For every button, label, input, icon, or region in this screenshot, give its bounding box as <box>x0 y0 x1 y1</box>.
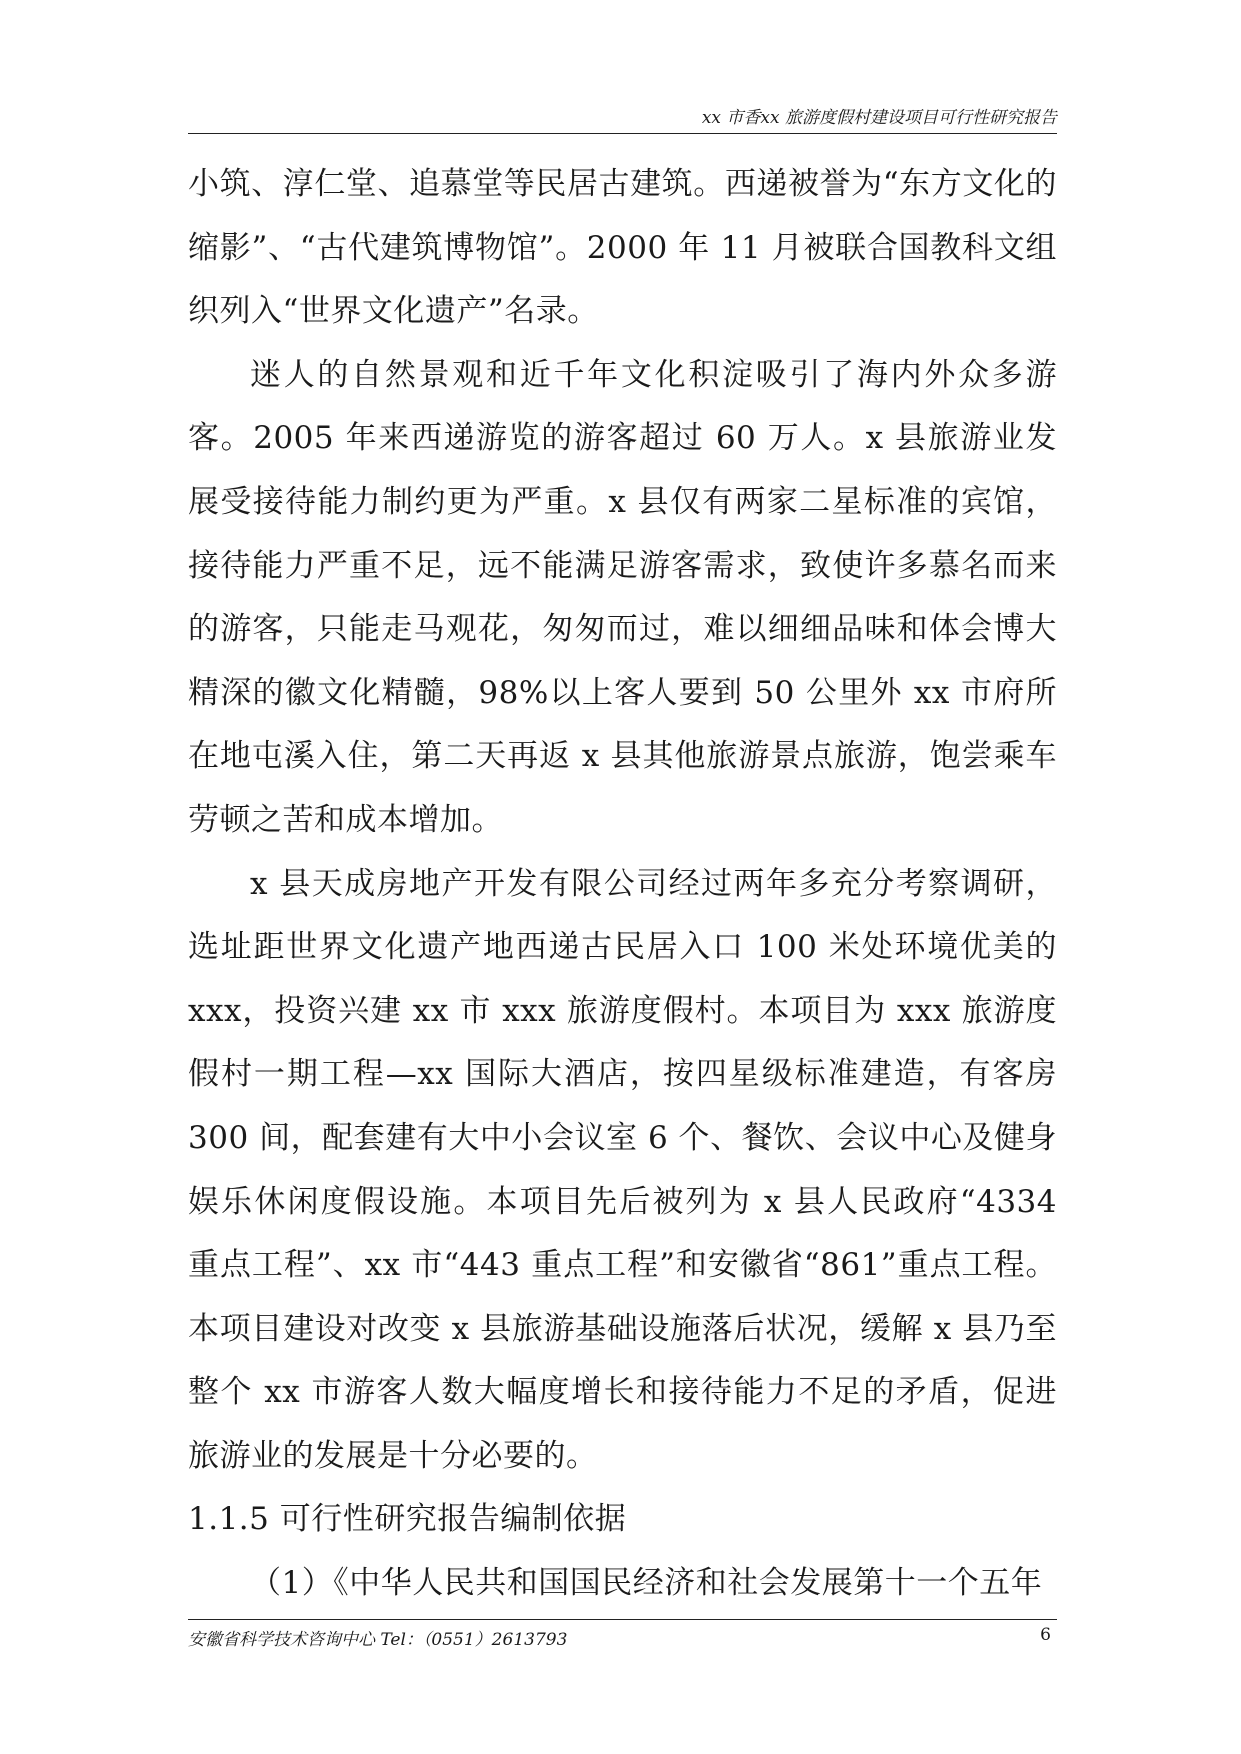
basis-list-item: （1）《中华人民共和国国民经济和社会发展第十一个五年 <box>250 1565 1043 1602</box>
page-number: 6 <box>1040 1625 1051 1645</box>
body-paragraph: 迷人的自然景观和近千年文化积淀吸引了海内外众多游客。2005 年来西递游览的游客超过 60 万人。x 县旅游业发展受接待能力制约更为严重。x 县仅有两家二星标准的宾馆，接待能力严重不足，远不能满足游客需求，致使许多慕名而来的游客，只能走马观花，匆匆而过，难以细细品味和体会博大精深的徽文化精髓，98%以上客人要到 50 公里外 xx 市府所在地屯溪入住，第二天再返 x 县其他旅游景点旅游，饱尝乘车劳顿之苦和成本增加。 <box>188 356 1057 838</box>
body-paragraph: 小筑、淳仁堂、追慕堂等民居古建筑。西递被誉为“东方文化的缩影”、“古代建筑博物馆”。2000 年 11 月被联合国教科文组织列入“世界文化遗产”名录。 <box>188 166 1057 330</box>
section-heading: 1.1.5 可行性研究报告编制依据 <box>188 1501 627 1538</box>
body-paragraph: x 县天成房地产开发有限公司经过两年多充分考察调研，选址距世界文化遗产地西递古民居入口 100 米处环境优美的 xxx，投资兴建 xx 市 xxx 旅游度假村。本项目为 xxx 旅游度假村一期工程—xx 国际大酒店，按四星级标准建造，有客房 300 间，配套建有大中小会议室 6 个、餐饮、会议中心及健身娱乐休闲度假设施。本项目先后被列为 x 县人民政府“4334 重点工程”、xx 市“443 重点工程”和安徽省“861”重点工程。本项目建设对改变 x 县旅游基础设施落后状况，缓解 x 县乃至整个 xx 市游客人数大幅度增长和接待能力不足的矛盾，促进旅游业的发展是十分必要的。 <box>188 865 1057 1474</box>
page-body <box>188 153 1057 1616</box>
running-header: xx 市香xx 旅游度假村建设项目可行性研究报告 <box>701 108 1057 128</box>
footer-contact: 安徽省科学技术咨询中心 Tel：（0551）2613793 <box>188 1630 568 1650</box>
footer-divider <box>188 1619 1057 1620</box>
header-divider <box>188 133 1057 134</box>
